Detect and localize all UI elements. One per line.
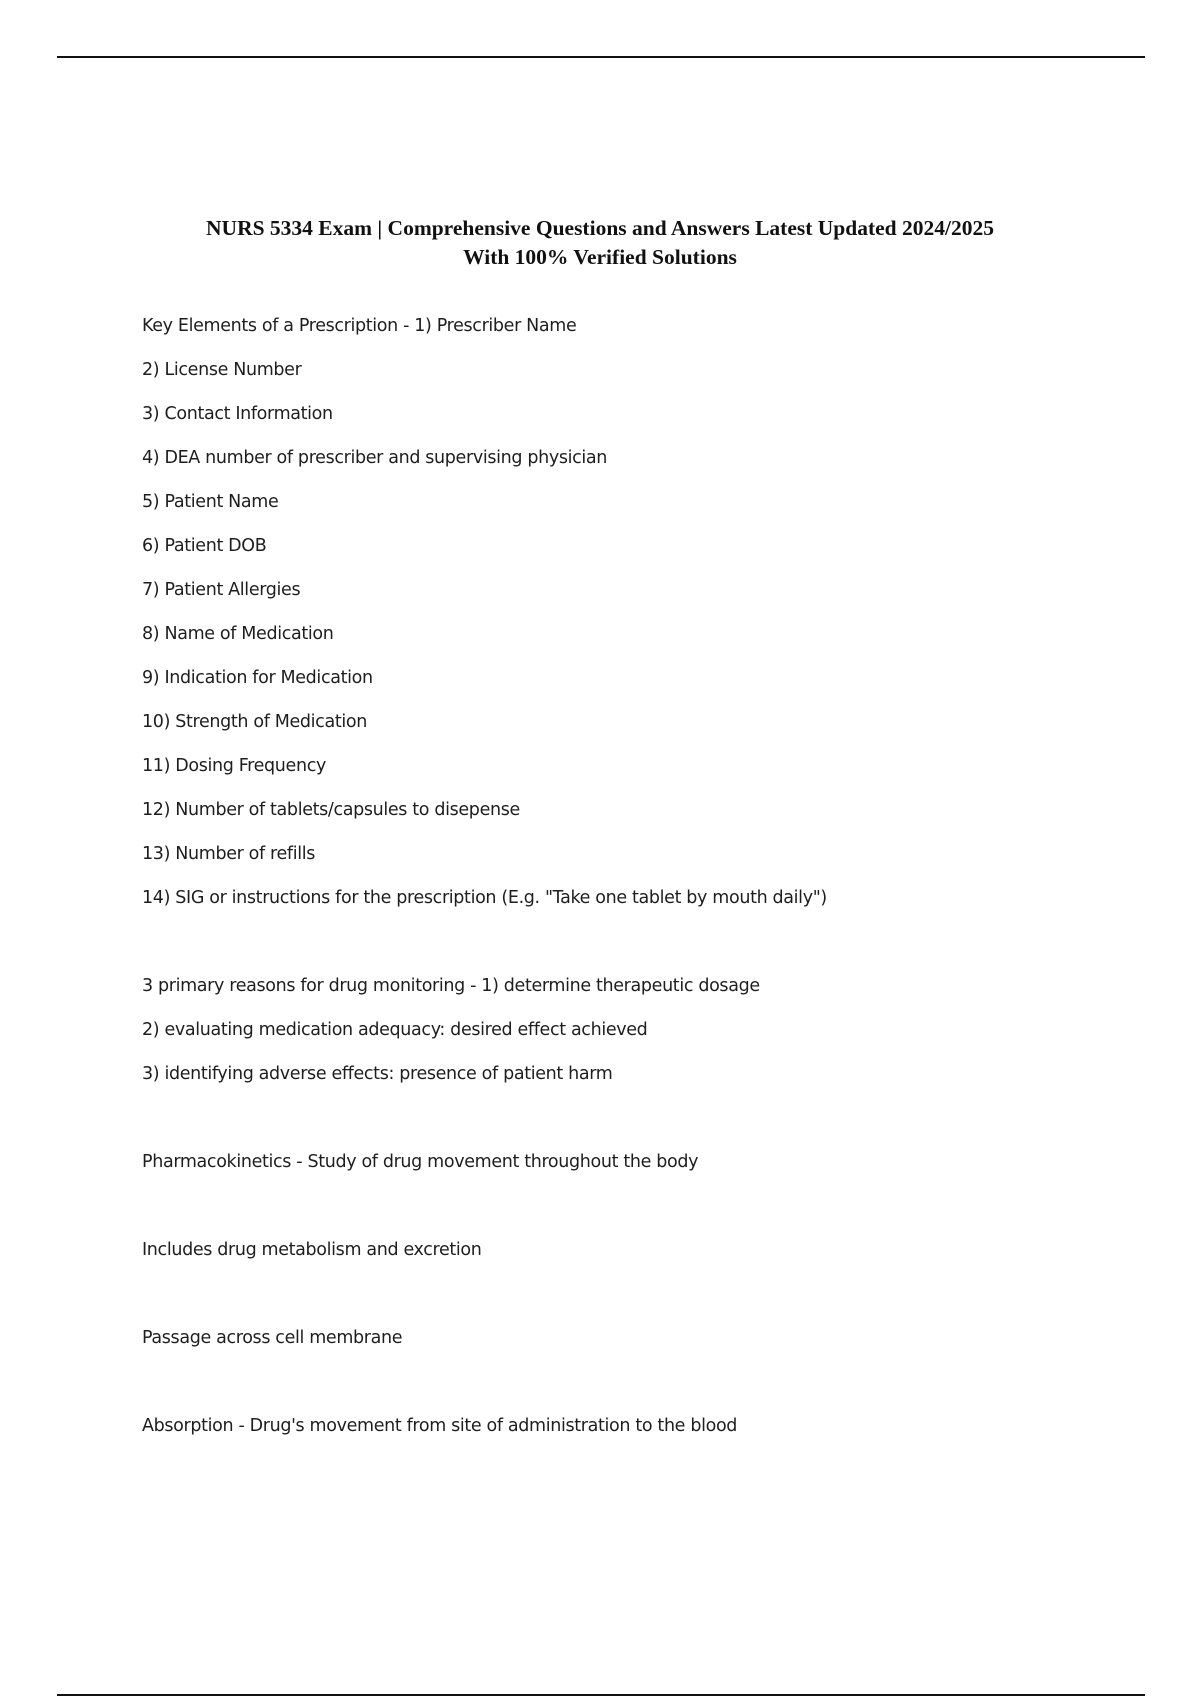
spacer [142,930,1142,974]
text-line: Passage across cell membrane [142,1328,403,1348]
spacer [142,1106,1142,1150]
top-rule [57,56,1145,58]
text-line: 9) Indication for Medication [142,668,373,688]
text-line: 3) Contact Information [142,404,333,424]
text-line: 6) Patient DOB [142,536,267,556]
text-line: 2) evaluating medication adequacy: desired effect achieved [142,1020,648,1040]
text-line: 8) Name of Medication [142,624,334,644]
document-body [142,314,1142,1458]
text-line: 13) Number of refills [142,844,316,864]
text-line: 3) identifying adverse effects: presence of patient harm [142,1064,613,1084]
title-line-1: NURS 5334 Exam | Comprehensive Questions and Answers Latest Updated 2024/2025 [206,216,994,240]
spacer [142,1282,1142,1326]
text-line: 7) Patient Allergies [142,580,301,600]
text-line: 11) Dosing Frequency [142,756,326,776]
text-line: Includes drug metabolism and excretion [142,1240,482,1260]
document-title [0,214,1200,272]
spacer [142,1194,1142,1238]
text-line: Key Elements of a Prescription - 1) Prescriber Name [142,316,577,336]
text-line: Absorption - Drug's movement from site of administration to the blood [142,1416,738,1436]
text-line: 14) SIG or instructions for the prescription (E.g. "Take one tablet by mouth daily") [142,888,827,908]
text-line: 2) License Number [142,360,302,380]
text-line: 5) Patient Name [142,492,279,512]
text-line: 4) DEA number of prescriber and supervising physician [142,448,608,468]
title-line-2: With 100% Verified Solutions [463,245,737,269]
text-line: 3 primary reasons for drug monitoring - 1) determine therapeutic dosage [142,976,760,996]
text-line: 12) Number of tablets/capsules to disepense [142,800,520,820]
text-line: 10) Strength of Medication [142,712,367,732]
spacer [142,1370,1142,1414]
text-line: Pharmacokinetics - Study of drug movement throughout the body [142,1152,699,1172]
bottom-rule [57,1694,1145,1696]
